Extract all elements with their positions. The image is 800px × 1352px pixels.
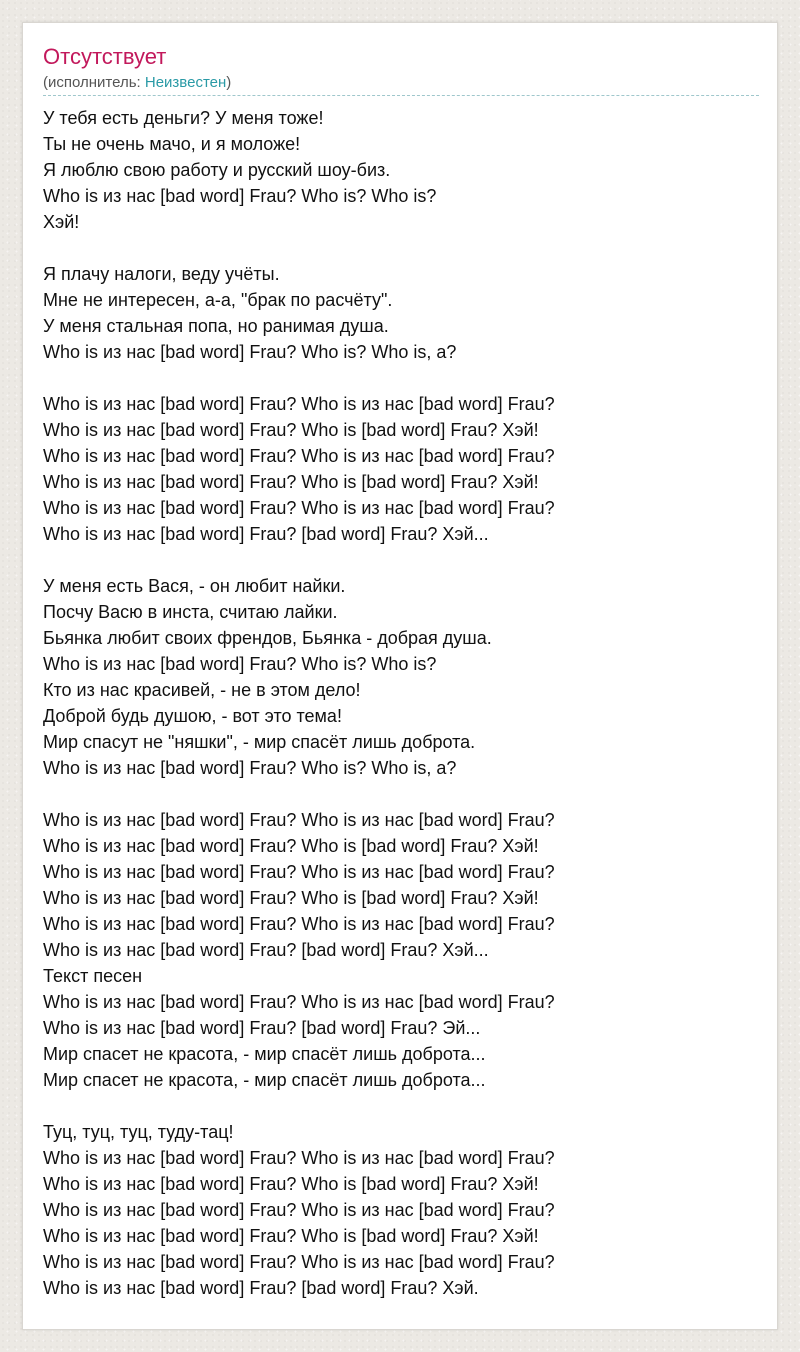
lyric-line: Who is из нас [bad word] Frau? Who is из нас [bad word] Frau? bbox=[43, 810, 555, 830]
lyrics-card bbox=[22, 22, 778, 1330]
artist-prefix: (исполнитель: bbox=[43, 74, 145, 91]
lyric-line: Who is из нас [bad word] Frau? [bad word] Frau? Хэй... bbox=[43, 524, 489, 544]
lyric-line: Мир спасет не красота, - мир спасёт лишь доброта... bbox=[43, 1070, 486, 1090]
lyric-line: Доброй будь душою, - вот это тема! bbox=[43, 706, 342, 726]
lyric-line: Who is из нас [bad word] Frau? Who is [bad word] Frau? Хэй! bbox=[43, 420, 539, 440]
lyric-line: Who is из нас [bad word] Frau? Who is из нас [bad word] Frau? bbox=[43, 498, 555, 518]
lyric-line: Who is из нас [bad word] Frau? [bad word] Frau? Хэй... bbox=[43, 940, 489, 960]
lyric-line: Who is из нас [bad word] Frau? Who is [bad word] Frau? Хэй! bbox=[43, 836, 539, 856]
song-title: Отсутствует bbox=[43, 44, 167, 69]
lyric-line: Who is из нас [bad word] Frau? Who is из нас [bad word] Frau? bbox=[43, 914, 555, 934]
lyric-line: Who is из нас [bad word] Frau? Who is из нас [bad word] Frau? bbox=[43, 1252, 555, 1272]
lyric-line: Who is из нас [bad word] Frau? Who is [bad word] Frau? Хэй! bbox=[43, 888, 539, 908]
lyric-line: Who is из нас [bad word] Frau? Who is [bad word] Frau? Хэй! bbox=[43, 1174, 539, 1194]
artist-line bbox=[43, 73, 231, 93]
lyric-blank-line bbox=[43, 547, 759, 573]
lyric-line: У меня стальная попа, но ранимая душа. bbox=[43, 316, 389, 336]
lyric-line: Мир спасут не "няшки", - мир спасёт лишь доброта. bbox=[43, 732, 476, 752]
song-header bbox=[43, 43, 759, 96]
lyrics-text bbox=[43, 105, 759, 1301]
lyric-line: Я плачу налоги, веду учёты. bbox=[43, 264, 280, 284]
lyric-line: У тебя есть деньги? У меня тоже! bbox=[43, 108, 324, 128]
lyric-line: Ты не очень мачо, и я моложе! bbox=[43, 134, 301, 154]
lyric-line: Who is из нас [bad word] Frau? Who is из нас [bad word] Frau? bbox=[43, 1148, 555, 1168]
lyric-line: Who is из нас [bad word] Frau? Who is? Who is? bbox=[43, 186, 437, 206]
lyric-line: Хэй! bbox=[43, 212, 80, 232]
lyric-line: Who is из нас [bad word] Frau? Who is из нас [bad word] Frau? bbox=[43, 1200, 555, 1220]
lyric-blank-line bbox=[43, 365, 759, 391]
lyric-blank-line bbox=[43, 781, 759, 807]
lyric-line: У меня есть Вася, - он любит найки. bbox=[43, 576, 346, 596]
lyric-line: Я люблю свою работу и русский шоу-биз. bbox=[43, 160, 391, 180]
lyric-line: Кто из нас красивей, - не в этом дело! bbox=[43, 680, 361, 700]
artist-suffix: ) bbox=[226, 74, 232, 91]
lyric-line: Who is из нас [bad word] Frau? Who is? Who is, а? bbox=[43, 758, 457, 778]
lyric-line: Who is из нас [bad word] Frau? [bad word] Frau? Хэй. bbox=[43, 1278, 479, 1298]
lyric-blank-line bbox=[43, 235, 759, 261]
lyric-line: Who is из нас [bad word] Frau? Who is? Who is? bbox=[43, 654, 437, 674]
lyric-line: Who is из нас [bad word] Frau? Who is из нас [bad word] Frau? bbox=[43, 394, 555, 414]
lyric-line: Who is из нас [bad word] Frau? Who is [bad word] Frau? Хэй! bbox=[43, 1226, 539, 1246]
lyric-line: Бьянка любит своих френдов, Бьянка - добрая душа. bbox=[43, 628, 492, 648]
lyric-line: Текст песен bbox=[43, 966, 143, 986]
lyric-line: Who is из нас [bad word] Frau? [bad word] Frau? Эй... bbox=[43, 1018, 481, 1038]
lyric-line: Туц, туц, туц, туду-тац! bbox=[43, 1122, 234, 1142]
lyric-blank-line bbox=[43, 1093, 759, 1119]
lyric-line: Who is из нас [bad word] Frau? Who is из нас [bad word] Frau? bbox=[43, 992, 555, 1012]
lyric-line: Who is из нас [bad word] Frau? Who is? Who is, а? bbox=[43, 342, 457, 362]
lyric-line: Who is из нас [bad word] Frau? Who is из нас [bad word] Frau? bbox=[43, 446, 555, 466]
lyric-line: Мне не интересен, а-а, "брак по расчёту". bbox=[43, 290, 393, 310]
lyric-line: Мир спасет не красота, - мир спасёт лишь доброта... bbox=[43, 1044, 486, 1064]
lyric-line: Посчу Васю в инста, считаю лайки. bbox=[43, 602, 338, 622]
lyric-line: Who is из нас [bad word] Frau? Who is [bad word] Frau? Хэй! bbox=[43, 472, 539, 492]
artist-link[interactable]: Неизвестен bbox=[144, 74, 227, 91]
lyric-line: Who is из нас [bad word] Frau? Who is из нас [bad word] Frau? bbox=[43, 862, 555, 882]
